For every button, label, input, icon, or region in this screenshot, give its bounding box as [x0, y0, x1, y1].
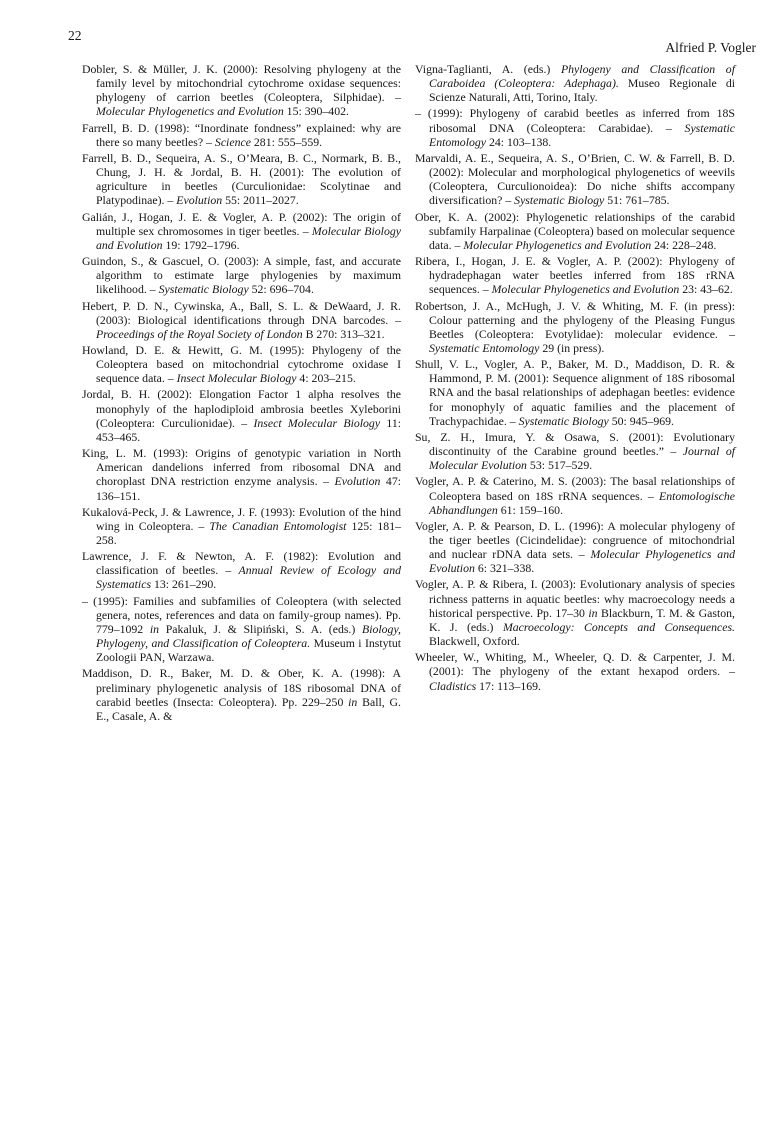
- reference-source: Annual Review of Ecology and Systematics: [96, 563, 401, 592]
- reference-entry: [415, 650, 735, 692]
- reference-text: Farrell, B. D., Sequeira, A. S., O’Meara, B. C., Normark, B. B., Chung, J. H. & Jordal, B. H. (2001): The evolution of agriculture in beetles (Curculionidae: Scolytinae and Platypodinae). –: [82, 150, 401, 208]
- reference-entry: [415, 430, 735, 472]
- reference-text: 11: 453–465.: [96, 415, 401, 444]
- reference-text: 6: 321–338.: [474, 561, 535, 576]
- reference-entry: [415, 62, 735, 104]
- reference-source: in: [588, 605, 598, 620]
- reference-text: 125: 181–258.: [96, 518, 401, 547]
- reference-text: 55: 2011–2027.: [222, 193, 299, 208]
- reference-text: Blackwell, Oxford.: [429, 634, 520, 649]
- reference-text: Robertson, J. A., McHugh, J. V. & Whiting, M. F. (in press): Colour patterning and the phylogeny of the Pleasing Fungus Beetles (Coleoptera: Evotylidae): molecular evidence. –: [415, 298, 735, 341]
- reference-entry: [415, 106, 735, 148]
- reference-text: Blackburn, T. M. & Gaston, K. J. (eds.): [429, 605, 736, 634]
- reference-text: Museum i Instytut Zoologii PAN, Warzawa.: [96, 636, 402, 665]
- reference-text: 13: 261–290.: [151, 577, 217, 592]
- reference-text: Lawrence, J. F. & Newton, A. F. (1982): Evolution and classification of beetles. –: [82, 549, 401, 578]
- reference-source: The Canadian Entomologist: [209, 518, 347, 533]
- reference-text: Pakaluk, J. & Slipiński, S. A. (eds.): [159, 621, 362, 636]
- reference-source: in: [348, 694, 358, 709]
- reference-source: Phylogeny and Classification of Caraboidea (Coleoptera: Adephaga).: [429, 62, 735, 91]
- reference-text: Wheeler, W., Whiting, M., Wheeler, Q. D. & Carpenter, J. M. (2001): The phylogeny of the extant hexapod orders. –: [415, 650, 735, 679]
- reference-text: Farrell, B. D. (1998): “Inordinate fondness” explained: why are there so many beetles? –: [82, 120, 401, 149]
- reference-text: Guindon, S., & Gascuel, O. (2003): A simple, fast, and accurate algorithm to estimate large phylogenies by maximum likelihood. –: [82, 254, 401, 297]
- reference-text: Dobler, S. & Müller, J. K. (2000): Resolving phylogeny at the family level by mitochondrial cytochrome oxidase sequences: phylogeny of carrion beetles (Coleoptera, Silphidae). –: [82, 62, 401, 105]
- reference-text: 281: 555–559.: [250, 134, 323, 149]
- reference-entry: [82, 343, 401, 385]
- reference-text: 52: 696–704.: [248, 282, 314, 297]
- reference-source: Entomologische Abhandlungen: [429, 488, 735, 517]
- reference-source: Systematic Entomology: [429, 340, 540, 355]
- right-reference-column: [415, 62, 735, 695]
- page-number: 22: [68, 28, 82, 43]
- reference-text: Ball, G. E., Casale, A. &: [96, 694, 401, 723]
- reference-source: Molecular Phylogenetics and Evolution: [491, 282, 680, 297]
- reference-source: Science: [214, 134, 251, 149]
- reference-text: Vogler, A. P. & Caterino, M. S. (2003): The basal relationships of Coleoptera based on 18S rRNA sequences. –: [415, 474, 735, 503]
- reference-entry: [415, 577, 735, 648]
- reference-source: Macroecology: Concepts and Consequences.: [502, 619, 735, 634]
- reference-source: Evolution: [176, 193, 223, 208]
- reference-text: 15: 390–402.: [283, 104, 349, 119]
- left-reference-column: [82, 62, 401, 725]
- reference-entry: [82, 594, 401, 665]
- reference-text: Hebert, P. D. N., Cywinska, A., Ball, S. L. & DeWaard, J. R. (2003): Biological identifications through DNA barcodes. –: [82, 298, 401, 327]
- reference-entry: [415, 474, 735, 516]
- reference-text: 4: 203–215.: [296, 371, 356, 386]
- reference-source: Molecular Phylogenetics and Evolution: [96, 104, 284, 119]
- reference-source: in: [149, 621, 160, 636]
- reference-text: Vigna-Taglianti, A. (eds.): [415, 62, 561, 76]
- reference-source: Journal of Molecular Evolution: [429, 444, 736, 473]
- reference-text: Maddison, D. R., Baker, M. D. & Ober, K. A. (1998): A preliminary phylogenetic analysis of 18S ribosomal DNA of carabid beetles (Insecta: Coleoptera). Pp. 229–250: [82, 666, 401, 709]
- reference-text: 47: 136–151.: [96, 474, 401, 503]
- reference-text: 51: 761–785.: [604, 193, 670, 208]
- reference-source: Insect Molecular Biology: [253, 415, 381, 430]
- reference-text: 53: 517–529.: [526, 458, 593, 473]
- reference-entry: [415, 151, 735, 208]
- reference-entry: [415, 519, 735, 576]
- reference-source: Molecular Biology and Evolution: [96, 223, 401, 252]
- reference-entry: [82, 387, 401, 444]
- reference-source: Systematic Biology: [518, 413, 609, 428]
- reference-text: B 270: 313–321.: [302, 326, 385, 341]
- reference-source: Molecular Phylogenetics and Evolution: [429, 547, 735, 576]
- reference-text: Marvaldi, A. E., Sequeira, A. S., O’Brien, C. W. & Farrell, B. D. (2002): Molecular and morphological phylogenetics of weevils (Coleoptera, Curculionoidea): Do niche shifts accompany diversification? –: [415, 150, 735, 208]
- reference-source: Evolution: [334, 474, 381, 489]
- reference-entry: [82, 666, 401, 723]
- reference-text: Museo Regionale di Scienze Naturali, Atti, Torino, Italy.: [429, 76, 735, 105]
- reference-text: 29 (in press).: [539, 340, 605, 355]
- reference-text: 61: 159–160.: [497, 502, 564, 517]
- reference-text: 24: 228–248.: [651, 237, 717, 252]
- reference-text: 50: 945–969.: [608, 413, 674, 428]
- reference-text: – (1995): Families and subfamilies of Coleoptera (with selected genera, notes, references and data on family-group names). Pp. 779–1092: [82, 593, 401, 636]
- reference-text: Su, Z. H., Imura, Y. & Osawa, S. (2001): Evolutionary discontinuity of the Carabine ground beetles.” –: [415, 429, 735, 459]
- reference-entry: [82, 505, 401, 547]
- reference-text: Shull, V. L., Vogler, A. P., Baker, M. D., Maddison, D. R. & Hammond, P. M. (2001): Sequence alignment of 18S ribosomal RNA and the basal relationships of adephagan beetles: evidence for monophyly of aquatic families and the placement of Trachypachidae. –: [415, 357, 735, 428]
- reference-source: Systematic Entomology: [429, 120, 735, 149]
- reference-text: 23: 43–62.: [679, 282, 733, 297]
- reference-text: Vogler, A. P. & Pearson, D. L. (1996): A molecular phylogeny of the tiger beetles (Cicindelidae): congruence of mitochondrial and nuclear rDNA data sets. –: [415, 518, 735, 562]
- reference-source: Insect Molecular Biology: [176, 371, 297, 386]
- reference-source: Proceedings of the Royal Society of London: [96, 326, 303, 341]
- reference-text: Ribera, I., Hogan, J. E. & Vogler, A. P. (2002): Phylogeny of hydradephagan water beetles inferred from 18S rRNA sequences. –: [415, 254, 735, 297]
- reference-text: 19: 1792–1796.: [162, 237, 240, 252]
- reference-text: Howland, D. E. & Hewitt, G. M. (1995): Phylogeny of the Coleoptera based on mitochondrial cytochrome oxidase I sequence data. –: [82, 342, 401, 386]
- reference-entry: [82, 549, 401, 591]
- reference-text: Kukalová-Peck, J. & Lawrence, J. F. (1993): Evolution of the hind wing in Coleoptera. –: [82, 504, 401, 533]
- reference-entry: [415, 210, 735, 252]
- reference-entry: [82, 446, 401, 503]
- reference-text: King, L. M. (1993): Origins of genotypic variation in North American dandelions inferred from ribosomal DNA and choroplast DNA restriction enzyme analysis. –: [82, 446, 401, 489]
- reference-source: Systematic Biology: [514, 193, 605, 208]
- reference-source: Biology, Phylogeny, and Classification of Coleoptera.: [96, 621, 401, 651]
- reference-entry: [415, 357, 735, 428]
- reference-entry: [82, 121, 401, 149]
- reference-source: Cladistics: [429, 678, 477, 693]
- reference-entry: [82, 210, 401, 252]
- reference-source: Systematic Biology: [158, 282, 249, 297]
- reference-entry: [82, 254, 401, 296]
- reference-entry: [82, 299, 401, 341]
- reference-text: 17: 113–169.: [476, 678, 541, 693]
- reference-text: Galián, J., Hogan, J. E. & Vogler, A. P. (2002): The origin of multiple sex chromosomes in tiger beetles. –: [82, 209, 401, 238]
- reference-entry: [415, 299, 735, 356]
- reference-text: Vogler, A. P. & Ribera, I. (2003): Evolutionary analysis of species richness patterns in aquatic beetles: why macroecology needs a historical perspective. Pp. 17–30: [415, 577, 735, 620]
- reference-source: Molecular Phylogenetics and Evolution: [463, 237, 652, 252]
- reference-entry: [82, 62, 401, 119]
- running-head: Alfried P. Vogler: [665, 40, 756, 55]
- reference-entry: [82, 151, 401, 208]
- reference-entry: [415, 254, 735, 296]
- reference-text: – (1999): Phylogeny of carabid beetles as inferred from 18S ribosomal DNA (Coleoptera: Carabidae). –: [415, 106, 735, 135]
- reference-text: Ober, K. A. (2002): Phylogenetic relationships of the carabid subfamily Harpalinae (Coleoptera) based on molecular sequence data. –: [415, 209, 735, 252]
- reference-text: Jordal, B. H. (2002): Elongation Factor 1 alpha resolves the monophyly of the haplodiploid ambrosia beetles Xyleborini (Coleoptera: Curculionidae). –: [82, 387, 401, 430]
- reference-text: 24: 103–138.: [486, 134, 552, 149]
